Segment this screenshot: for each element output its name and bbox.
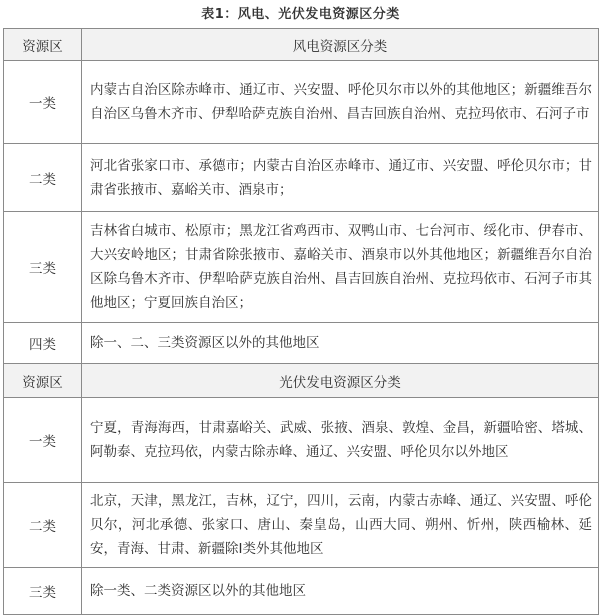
wind-zone-4-desc: 除一、二、三类资源区以外的其他地区	[82, 323, 599, 364]
table-row	[4, 398, 599, 483]
solar-zone-3-desc: 除一类、二类资源区以外的其他地区	[82, 568, 599, 615]
table-row	[4, 483, 599, 568]
solar-header-zone: 资源区	[4, 364, 82, 398]
solar-zone-1-desc: 宁夏，青海海西，甘肃嘉峪关、武威、张掖、酒泉、敦煌、金昌，新疆哈密、塔城、阿勒泰、克拉玛依，内蒙古除赤峰、通辽、兴安盟、呼伦贝尔以外地区	[82, 398, 599, 483]
table-row	[4, 568, 599, 615]
wind-zone-1-desc: 内蒙古自治区除赤峰市、通辽市、兴安盟、呼伦贝尔市以外的其他地区；新疆维吾尔自治区乌鲁木齐市、伊犁哈萨克族自治州、昌吉回族自治州、克拉玛依市、石河子市	[82, 61, 599, 144]
table-row	[4, 61, 599, 144]
wind-zone-2-desc: 河北省张家口市、承德市；内蒙古自治区赤峰市、通辽市、兴安盟、呼伦贝尔市；甘肃省张掖市、嘉峪关市、酒泉市；	[82, 144, 599, 212]
solar-zone-3-label: 三类	[4, 568, 82, 615]
wind-zone-1-label: 一类	[4, 61, 82, 144]
wind-zone-2-label: 二类	[4, 144, 82, 212]
wind-zone-4-label: 四类	[4, 323, 82, 364]
wind-header-row	[4, 29, 599, 61]
table-row	[4, 323, 599, 364]
wind-header-zone: 资源区	[4, 29, 82, 61]
solar-zone-1-label: 一类	[4, 398, 82, 483]
solar-header-row	[4, 364, 599, 398]
table-row	[4, 212, 599, 323]
resource-zone-table	[3, 28, 599, 615]
solar-header-classification: 光伏发电资源区分类	[82, 364, 599, 398]
solar-zone-2-desc: 北京，天津，黑龙江，吉林，辽宁，四川，云南，内蒙古赤峰、通辽、兴安盟、呼伦贝尔，河北承德、张家口、唐山、秦皇岛，山西大同、朔州、忻州，陕西榆林、延安，青海、甘肃、新疆除Ⅰ类外其他地区	[82, 483, 599, 568]
wind-zone-3-desc: 吉林省白城市、松原市；黑龙江省鸡西市、双鸭山市、七台河市、绥化市、伊春市、大兴安岭地区；甘肃省除张掖市、嘉峪关市、酒泉市以外其他地区；新疆维吾尔自治区除乌鲁木齐市、伊犁哈萨克族自治州、昌吉回族自治州、克拉玛依市、石河子市其他地区；宁夏回族自治区；	[82, 212, 599, 323]
wind-zone-3-label: 三类	[4, 212, 82, 323]
table-row	[4, 144, 599, 212]
table-caption: 表1：风电、光伏发电资源区分类	[201, 7, 400, 22]
wind-header-classification: 风电资源区分类	[82, 29, 599, 61]
solar-zone-2-label: 二类	[4, 483, 82, 568]
